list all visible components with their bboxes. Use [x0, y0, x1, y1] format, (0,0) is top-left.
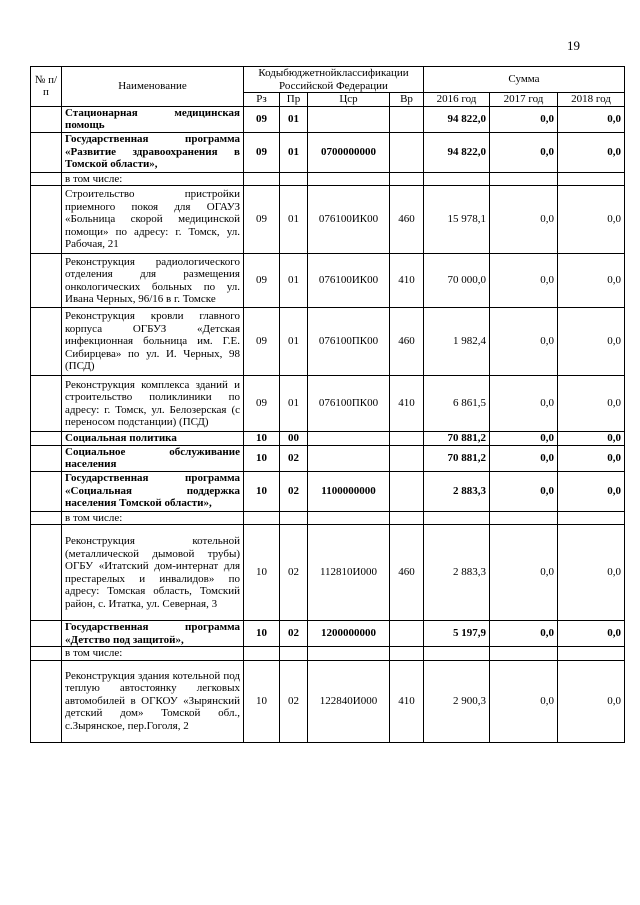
table-row	[31, 621, 625, 647]
cell-num	[31, 186, 62, 254]
header-sum: Сумма	[424, 67, 625, 93]
budget-table	[30, 66, 625, 743]
cell-2016: 2 900,3	[424, 660, 490, 742]
cell-csr	[308, 172, 390, 186]
cell-pr	[280, 511, 308, 525]
cell-2018	[558, 172, 625, 186]
cell-2017: 0,0	[490, 660, 558, 742]
cell-2016: 2 883,3	[424, 471, 490, 511]
table-row	[31, 172, 625, 186]
header-pr: Пр	[280, 93, 308, 107]
cell-name: Реконструкция кровли главного корпуса ОГБУЗ «Детская инфекционная больница им. Г.Е. Сибирцева» по ул. И. Черных, 98 (ПСД)	[62, 308, 244, 376]
cell-2018: 0,0	[558, 254, 625, 308]
cell-pr: 02	[280, 660, 308, 742]
table-row	[31, 647, 625, 661]
page-number: 19	[567, 38, 580, 53]
cell-num	[31, 647, 62, 661]
table-row	[31, 660, 625, 742]
cell-2016: 2 883,3	[424, 525, 490, 621]
cell-name: в том числе:	[62, 647, 244, 661]
cell-name: Строительство пристройки приемного покоя для ОГАУЗ «Больница скорой медицинской помощи» по адресу: г. Томск, ул. Рабочая, 21	[62, 186, 244, 254]
cell-2017: 0,0	[490, 308, 558, 376]
cell-csr: 122840И000	[308, 660, 390, 742]
cell-pr	[280, 647, 308, 661]
cell-pr: 01	[280, 254, 308, 308]
cell-vr: 410	[390, 254, 424, 308]
table-row	[31, 511, 625, 525]
cell-num	[31, 432, 62, 446]
table-row	[31, 471, 625, 511]
cell-2016: 15 978,1	[424, 186, 490, 254]
cell-csr	[308, 106, 390, 132]
cell-num	[31, 376, 62, 432]
cell-pr: 01	[280, 308, 308, 376]
cell-pr: 02	[280, 525, 308, 621]
cell-2017: 0,0	[490, 471, 558, 511]
cell-csr	[308, 511, 390, 525]
cell-vr	[390, 647, 424, 661]
cell-2018: 0,0	[558, 432, 625, 446]
cell-name: Государственная программа «Развитие здравоохранения в Томской области»,	[62, 132, 244, 172]
cell-2016: 1 982,4	[424, 308, 490, 376]
header-vr: Вр	[390, 93, 424, 107]
header-2017: 2017 год	[490, 93, 558, 107]
cell-2016: 94 822,0	[424, 132, 490, 172]
cell-2016: 5 197,9	[424, 621, 490, 647]
cell-num	[31, 621, 62, 647]
table-row	[31, 308, 625, 376]
cell-rz	[244, 172, 280, 186]
cell-rz: 10	[244, 432, 280, 446]
cell-pr: 02	[280, 471, 308, 511]
cell-2018: 0,0	[558, 132, 625, 172]
cell-csr: 1200000000	[308, 621, 390, 647]
cell-csr: 076100ИК00	[308, 186, 390, 254]
cell-num	[31, 525, 62, 621]
cell-rz: 09	[244, 308, 280, 376]
cell-2017: 0,0	[490, 445, 558, 471]
cell-vr: 460	[390, 525, 424, 621]
cell-rz: 09	[244, 254, 280, 308]
cell-2017: 0,0	[490, 106, 558, 132]
cell-2017: 0,0	[490, 621, 558, 647]
cell-vr: 460	[390, 186, 424, 254]
cell-rz	[244, 647, 280, 661]
cell-2016	[424, 647, 490, 661]
cell-rz: 09	[244, 106, 280, 132]
cell-2016: 6 861,5	[424, 376, 490, 432]
header-num: № п/п	[31, 67, 62, 107]
header-2016: 2016 год	[424, 93, 490, 107]
cell-csr: 1100000000	[308, 471, 390, 511]
cell-2016: 70 000,0	[424, 254, 490, 308]
cell-2017: 0,0	[490, 186, 558, 254]
cell-num	[31, 471, 62, 511]
cell-vr	[390, 445, 424, 471]
cell-2018: 0,0	[558, 621, 625, 647]
cell-2018: 0,0	[558, 186, 625, 254]
cell-2018: 0,0	[558, 445, 625, 471]
cell-pr: 01	[280, 106, 308, 132]
cell-vr: 410	[390, 660, 424, 742]
cell-rz: 10	[244, 525, 280, 621]
cell-num	[31, 511, 62, 525]
cell-vr	[390, 511, 424, 525]
cell-pr: 01	[280, 132, 308, 172]
cell-name: Реконструкция здания котельной под теплую автостоянку легковых автомобилей в ОГКОУ «Зырянский детский дом» Томской обл., с.Зырянское, пер.Гоголя, 2	[62, 660, 244, 742]
cell-2018	[558, 647, 625, 661]
cell-2017: 0,0	[490, 254, 558, 308]
cell-2016: 70 881,2	[424, 432, 490, 446]
cell-pr	[280, 172, 308, 186]
cell-csr: 076100ПК00	[308, 308, 390, 376]
cell-vr	[390, 471, 424, 511]
cell-csr: 112810И000	[308, 525, 390, 621]
cell-csr: 076100ИК00	[308, 254, 390, 308]
cell-pr: 00	[280, 432, 308, 446]
header-csr: Цср	[308, 93, 390, 107]
cell-csr	[308, 647, 390, 661]
cell-2017: 0,0	[490, 525, 558, 621]
cell-rz	[244, 511, 280, 525]
cell-pr: 01	[280, 186, 308, 254]
cell-name: Реконструкция радиологического отделения для размещения онкологических больных по ул. Ивана Черных, 96/16 в г. Томске	[62, 254, 244, 308]
table-row	[31, 525, 625, 621]
cell-2018: 0,0	[558, 525, 625, 621]
cell-rz: 09	[244, 186, 280, 254]
cell-name: в том числе:	[62, 511, 244, 525]
cell-2018: 0,0	[558, 660, 625, 742]
cell-2018: 0,0	[558, 106, 625, 132]
cell-num	[31, 172, 62, 186]
cell-name: Социальная политика	[62, 432, 244, 446]
cell-vr	[390, 132, 424, 172]
table-row	[31, 106, 625, 132]
cell-vr: 410	[390, 376, 424, 432]
cell-2016	[424, 511, 490, 525]
cell-2016: 94 822,0	[424, 106, 490, 132]
cell-2018: 0,0	[558, 376, 625, 432]
cell-rz: 10	[244, 621, 280, 647]
cell-2017: 0,0	[490, 432, 558, 446]
cell-csr	[308, 432, 390, 446]
header-row-1	[31, 67, 625, 93]
cell-2017	[490, 647, 558, 661]
table-row	[31, 432, 625, 446]
header-rz: Рз	[244, 93, 280, 107]
cell-name: Государственная программа «Детство под защитой»,	[62, 621, 244, 647]
cell-num	[31, 254, 62, 308]
cell-2018: 0,0	[558, 308, 625, 376]
cell-pr: 02	[280, 621, 308, 647]
cell-2017: 0,0	[490, 132, 558, 172]
table-body	[31, 106, 625, 742]
table-row	[31, 132, 625, 172]
table-row	[31, 445, 625, 471]
cell-vr	[390, 621, 424, 647]
cell-pr: 01	[280, 376, 308, 432]
table-row	[31, 376, 625, 432]
cell-name: Реконструкция комплекса зданий и строительство поликлиники по адресу: г. Томск, ул. Белозерская (с переносом подстанции) (ПСД)	[62, 376, 244, 432]
header-name: Наименование	[62, 67, 244, 107]
cell-name: в том числе:	[62, 172, 244, 186]
cell-csr: 0700000000	[308, 132, 390, 172]
cell-vr: 460	[390, 308, 424, 376]
cell-rz: 09	[244, 376, 280, 432]
cell-2017: 0,0	[490, 376, 558, 432]
cell-name: Государственная программа «Социальная поддержка населения Томской области»,	[62, 471, 244, 511]
cell-name: Реконструкция котельной (металлической дымовой трубы) ОГБУ «Итатский дом-интернат для престарелых и инвалидов» по адресу: Томская область, Томский район, с. Итатка, ул. Северная, 3	[62, 525, 244, 621]
cell-rz: 10	[244, 445, 280, 471]
cell-vr	[390, 432, 424, 446]
cell-2018: 0,0	[558, 471, 625, 511]
header-2018: 2018 год	[558, 93, 625, 107]
cell-2017	[490, 511, 558, 525]
cell-num	[31, 132, 62, 172]
cell-num	[31, 660, 62, 742]
cell-rz: 10	[244, 660, 280, 742]
cell-csr	[308, 445, 390, 471]
cell-pr: 02	[280, 445, 308, 471]
cell-name: Социальное обслуживание населения	[62, 445, 244, 471]
cell-csr: 076100ПК00	[308, 376, 390, 432]
cell-2016	[424, 172, 490, 186]
cell-rz: 10	[244, 471, 280, 511]
cell-vr	[390, 106, 424, 132]
cell-name: Стационарная медицинская помощь	[62, 106, 244, 132]
cell-num	[31, 308, 62, 376]
cell-vr	[390, 172, 424, 186]
cell-num	[31, 445, 62, 471]
cell-num	[31, 106, 62, 132]
cell-2016: 70 881,2	[424, 445, 490, 471]
cell-2017	[490, 172, 558, 186]
table-row	[31, 254, 625, 308]
cell-rz: 09	[244, 132, 280, 172]
header-codes: Кодыбюджетнойклассификации Российской Федерации	[244, 67, 424, 93]
table-row	[31, 186, 625, 254]
cell-2018	[558, 511, 625, 525]
